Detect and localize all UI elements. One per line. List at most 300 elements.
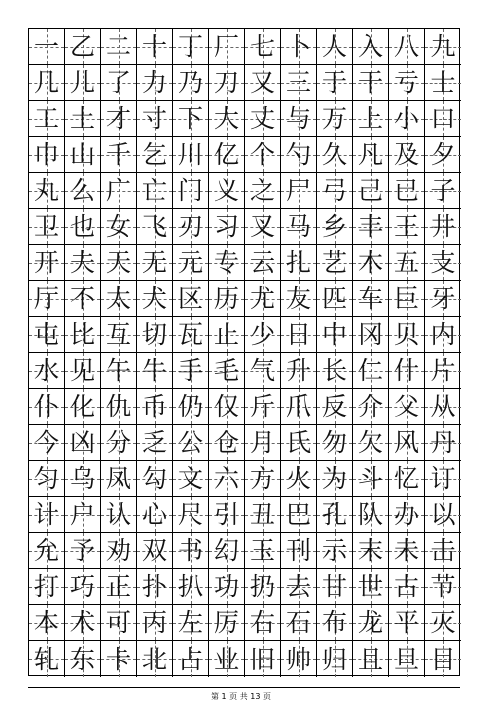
character: 士 <box>430 68 456 97</box>
grid-cell <box>101 29 137 65</box>
grid-cell <box>425 317 461 353</box>
grid-cell <box>101 173 137 209</box>
grid-cell <box>425 605 461 641</box>
character: 平 <box>393 608 419 637</box>
character: 且 <box>357 644 383 674</box>
character: 正 <box>105 572 131 601</box>
character: 开 <box>33 248 59 277</box>
character: 牛 <box>141 356 167 385</box>
grid-cell <box>101 641 137 677</box>
character: 门 <box>177 176 203 205</box>
character: 止 <box>213 320 239 349</box>
character: 未 <box>393 536 419 565</box>
grid-cell <box>209 353 245 389</box>
grid-cell <box>209 497 245 533</box>
character: 毛 <box>213 356 239 385</box>
grid-cell <box>137 569 173 605</box>
character: 久 <box>321 140 347 169</box>
character: 叉 <box>249 212 275 241</box>
grid-cell <box>137 209 173 245</box>
grid-cell <box>425 461 461 497</box>
character: 九 <box>430 32 456 61</box>
grid-cell <box>65 317 101 353</box>
character: 乃 <box>177 68 203 97</box>
character: 玉 <box>249 536 275 565</box>
character: 无 <box>141 248 167 277</box>
character: 斤 <box>249 392 275 421</box>
grid-cell <box>137 389 173 425</box>
grid-cell <box>137 317 173 353</box>
grid-cell <box>317 497 353 533</box>
character: 劝 <box>105 536 131 565</box>
grid-cell <box>209 101 245 137</box>
character: 片 <box>430 356 456 385</box>
grid-cell <box>353 317 389 353</box>
character: 一 <box>33 32 59 61</box>
grid-cell <box>29 569 65 605</box>
grid-cell <box>101 317 137 353</box>
grid-cell <box>209 641 245 677</box>
grid-cell <box>173 173 209 209</box>
character: 去 <box>285 572 311 601</box>
character: 犬 <box>141 284 167 313</box>
grid-cell <box>173 425 209 461</box>
character: 轧 <box>33 644 59 674</box>
grid-cell <box>353 389 389 425</box>
grid-cell <box>137 137 173 173</box>
grid-cell <box>209 281 245 317</box>
grid-cell <box>281 425 317 461</box>
grid-cell <box>173 317 209 353</box>
character: 瓦 <box>177 320 203 349</box>
grid-cell <box>317 65 353 101</box>
character: 五 <box>393 248 419 277</box>
character: 七 <box>249 32 275 61</box>
grid-cell <box>209 425 245 461</box>
grid-cell <box>389 389 425 425</box>
character: 爪 <box>285 392 311 421</box>
character: 亿 <box>213 140 239 169</box>
grid-cell <box>425 533 461 569</box>
grid-cell <box>209 317 245 353</box>
grid-cell <box>173 281 209 317</box>
character: 三 <box>285 68 311 97</box>
character: 力 <box>141 68 167 97</box>
character: 东 <box>69 644 95 674</box>
character: 工 <box>33 104 59 133</box>
character: 凶 <box>69 428 95 457</box>
character: 凡 <box>357 140 383 169</box>
character: 川 <box>177 140 203 169</box>
character: 斗 <box>357 464 383 493</box>
character: 龙 <box>357 608 383 637</box>
grid-cell <box>65 389 101 425</box>
character: 厂 <box>213 32 239 61</box>
grid-cell <box>173 245 209 281</box>
grid-cell <box>137 101 173 137</box>
character: 丑 <box>249 500 275 529</box>
character: 已 <box>393 176 419 205</box>
grid-cell <box>245 101 281 137</box>
character: 卡 <box>105 644 131 674</box>
grid-cell <box>65 641 101 677</box>
character: 订 <box>430 464 456 493</box>
character: 办 <box>393 500 419 529</box>
character: 仅 <box>213 392 239 421</box>
character: 刊 <box>285 536 311 565</box>
grid-cell <box>29 29 65 65</box>
character: 巴 <box>285 500 311 529</box>
grid-cell <box>173 533 209 569</box>
grid-cell <box>65 497 101 533</box>
grid-cell <box>29 281 65 317</box>
grid-cell <box>353 173 389 209</box>
character: 巾 <box>33 140 59 169</box>
grid-cell <box>245 605 281 641</box>
grid-cell <box>245 533 281 569</box>
grid-cell <box>389 497 425 533</box>
grid-cell <box>353 641 389 677</box>
character: 天 <box>105 248 131 277</box>
grid-cell <box>101 281 137 317</box>
character: 乡 <box>321 212 347 241</box>
character: 尺 <box>177 500 203 529</box>
grid-cell <box>425 65 461 101</box>
grid-cell <box>317 425 353 461</box>
character: 氏 <box>285 428 311 457</box>
character: 元 <box>177 248 203 277</box>
character: 子 <box>430 176 456 205</box>
character: 不 <box>69 284 95 313</box>
character: 允 <box>33 536 59 565</box>
grid-cell <box>65 173 101 209</box>
grid-cell <box>209 461 245 497</box>
grid-cell <box>173 461 209 497</box>
character: 入 <box>357 32 383 61</box>
grid-cell <box>137 29 173 65</box>
grid-cell <box>209 389 245 425</box>
character: 仁 <box>357 356 383 385</box>
character: 乙 <box>69 32 95 61</box>
character: 刀 <box>213 68 239 97</box>
character: 乌 <box>69 464 95 493</box>
character: 孔 <box>321 500 347 529</box>
grid-cell <box>353 101 389 137</box>
grid-cell <box>425 101 461 137</box>
character: 队 <box>357 500 383 529</box>
character: 切 <box>141 320 167 349</box>
grid-cell <box>209 209 245 245</box>
character: 丈 <box>249 104 275 133</box>
character: 义 <box>213 176 239 205</box>
character: 及 <box>393 140 419 169</box>
character: 长 <box>321 356 347 385</box>
character: 勾 <box>141 464 167 493</box>
character: 日 <box>285 320 311 349</box>
grid-cell <box>389 245 425 281</box>
character: 尤 <box>249 284 275 313</box>
character: 上 <box>357 104 383 133</box>
grid-cell <box>353 245 389 281</box>
character: 夫 <box>69 248 95 277</box>
character: 父 <box>393 392 419 421</box>
grid-cell <box>353 461 389 497</box>
grid-cell <box>173 29 209 65</box>
grid-cell <box>29 245 65 281</box>
character: 打 <box>33 572 59 601</box>
character: 刃 <box>177 212 203 241</box>
character: 仇 <box>105 392 131 421</box>
grid-cell <box>389 173 425 209</box>
character: 与 <box>285 104 311 133</box>
grid-cell <box>317 533 353 569</box>
grid-cell <box>281 317 317 353</box>
character: 乏 <box>141 428 167 457</box>
footer-divider <box>28 687 460 688</box>
character: 厅 <box>33 284 59 313</box>
grid-cell <box>29 533 65 569</box>
character: 灭 <box>430 608 456 637</box>
grid-cell <box>137 353 173 389</box>
character: 扔 <box>249 572 275 601</box>
grid-cell <box>29 461 65 497</box>
grid-cell <box>389 569 425 605</box>
grid-cell <box>29 605 65 641</box>
grid-cell <box>137 533 173 569</box>
character: 占 <box>177 644 203 674</box>
character: 气 <box>249 356 275 385</box>
grid-cell <box>353 29 389 65</box>
character: 广 <box>105 176 131 205</box>
grid-cell <box>137 65 173 101</box>
character: 术 <box>69 608 95 637</box>
character: 扑 <box>141 572 167 601</box>
character: 心 <box>141 500 167 529</box>
character: 节 <box>430 572 456 601</box>
grid-cell <box>29 353 65 389</box>
grid-cell <box>101 209 137 245</box>
grid-cell <box>245 569 281 605</box>
character: 女 <box>105 212 131 241</box>
character: 小 <box>393 104 419 133</box>
character: 右 <box>249 608 275 637</box>
character: 风 <box>393 428 419 457</box>
grid-cell <box>209 533 245 569</box>
grid-cell <box>209 245 245 281</box>
grid-cell <box>389 641 425 677</box>
grid-cell <box>29 209 65 245</box>
grid-cell <box>137 173 173 209</box>
grid-cell <box>173 389 209 425</box>
character: 本 <box>33 608 59 637</box>
grid-cell <box>389 281 425 317</box>
character: 王 <box>393 212 419 241</box>
character: 友 <box>285 284 311 313</box>
grid-cell <box>389 533 425 569</box>
grid-cell <box>101 245 137 281</box>
character: 丹 <box>430 428 456 457</box>
grid-cell <box>101 65 137 101</box>
grid-cell <box>389 29 425 65</box>
grid-cell <box>173 353 209 389</box>
character: 分 <box>105 428 131 457</box>
grid-cell <box>425 425 461 461</box>
character: 土 <box>69 104 95 133</box>
grid-cell <box>317 209 353 245</box>
grid-cell <box>281 533 317 569</box>
grid-cell <box>317 173 353 209</box>
grid-cell <box>389 605 425 641</box>
grid-cell <box>209 137 245 173</box>
character: 公 <box>177 428 203 457</box>
grid-cell <box>209 173 245 209</box>
character: 了 <box>105 68 131 97</box>
character: 习 <box>213 212 239 241</box>
character: 才 <box>105 104 131 133</box>
character: 云 <box>249 248 275 277</box>
grid-cell <box>425 353 461 389</box>
grid-cell <box>137 461 173 497</box>
character: 业 <box>213 644 239 674</box>
character: 贝 <box>393 320 419 349</box>
character: 车 <box>357 284 383 313</box>
character-grid <box>28 28 460 676</box>
grid-cell <box>209 569 245 605</box>
character: 井 <box>430 212 456 241</box>
grid-cell <box>245 65 281 101</box>
grid-cell <box>353 497 389 533</box>
grid-cell <box>245 353 281 389</box>
grid-cell <box>245 461 281 497</box>
grid-cell <box>173 605 209 641</box>
grid-cell <box>281 245 317 281</box>
grid-cell <box>317 317 353 353</box>
character: 厉 <box>213 608 239 637</box>
grid-cell <box>425 173 461 209</box>
character: 凤 <box>105 464 131 493</box>
grid-cell <box>65 29 101 65</box>
character: 下 <box>177 104 203 133</box>
grid-cell <box>29 497 65 533</box>
grid-cell <box>353 425 389 461</box>
character: 扎 <box>285 248 311 277</box>
character: 仍 <box>177 392 203 421</box>
grid-cell <box>389 101 425 137</box>
character: 双 <box>141 536 167 565</box>
grid-cell <box>281 605 317 641</box>
character: 击 <box>430 536 456 565</box>
character: 人 <box>321 32 347 61</box>
character: 于 <box>321 68 347 97</box>
character: 艺 <box>321 248 347 277</box>
character: 今 <box>33 428 59 457</box>
grid-cell <box>281 569 317 605</box>
character: 计 <box>33 500 59 529</box>
grid-cell <box>29 317 65 353</box>
character: 文 <box>177 464 203 493</box>
character: 什 <box>393 356 419 385</box>
grid-cell <box>137 641 173 677</box>
character: 旧 <box>249 644 275 674</box>
character: 中 <box>321 320 347 349</box>
character: 欠 <box>357 428 383 457</box>
character: 仆 <box>33 392 59 421</box>
character: 也 <box>69 212 95 241</box>
grid-cell <box>65 533 101 569</box>
character: 历 <box>213 284 239 313</box>
grid-cell <box>317 389 353 425</box>
grid-cell <box>101 389 137 425</box>
grid-cell <box>389 353 425 389</box>
character: 认 <box>105 500 131 529</box>
grid-cell <box>245 281 281 317</box>
character: 方 <box>249 464 275 493</box>
character: 巧 <box>69 572 95 601</box>
character: 从 <box>430 392 456 421</box>
grid-cell <box>353 533 389 569</box>
grid-cell <box>353 605 389 641</box>
character: 个 <box>249 140 275 169</box>
grid-cell <box>101 605 137 641</box>
grid-cell <box>245 497 281 533</box>
character: 亡 <box>141 176 167 205</box>
grid-cell <box>245 137 281 173</box>
grid-cell <box>353 281 389 317</box>
character: 币 <box>141 392 167 421</box>
grid-cell <box>173 497 209 533</box>
grid-cell <box>317 353 353 389</box>
grid-cell <box>317 245 353 281</box>
grid-cell <box>353 65 389 101</box>
grid-cell <box>389 461 425 497</box>
character: 布 <box>321 608 347 637</box>
character: 屯 <box>33 320 59 349</box>
grid-cell <box>173 137 209 173</box>
grid-cell <box>317 281 353 317</box>
character: 甘 <box>321 572 347 601</box>
character: 山 <box>69 140 95 169</box>
character: 为 <box>321 464 347 493</box>
character: 扒 <box>177 572 203 601</box>
grid-cell <box>281 497 317 533</box>
character: 卫 <box>33 212 59 241</box>
character: 又 <box>249 68 275 97</box>
character: 予 <box>69 536 95 565</box>
character: 牙 <box>430 284 456 313</box>
character: 丁 <box>177 32 203 61</box>
character: 么 <box>69 176 95 205</box>
grid-cell <box>137 281 173 317</box>
character: 弓 <box>321 176 347 205</box>
character: 尸 <box>285 176 311 205</box>
grid-cell <box>65 353 101 389</box>
character: 十 <box>141 32 167 61</box>
grid-cell <box>389 137 425 173</box>
grid-cell <box>245 209 281 245</box>
grid-cell <box>65 461 101 497</box>
character: 专 <box>213 248 239 277</box>
grid-cell <box>245 641 281 677</box>
grid-cell <box>425 497 461 533</box>
character: 寸 <box>141 104 167 133</box>
grid-cell <box>29 65 65 101</box>
character: 勿 <box>321 428 347 457</box>
character: 己 <box>357 176 383 205</box>
grid-cell <box>209 605 245 641</box>
grid-cell <box>173 65 209 101</box>
grid-cell <box>209 65 245 101</box>
grid-cell <box>29 641 65 677</box>
